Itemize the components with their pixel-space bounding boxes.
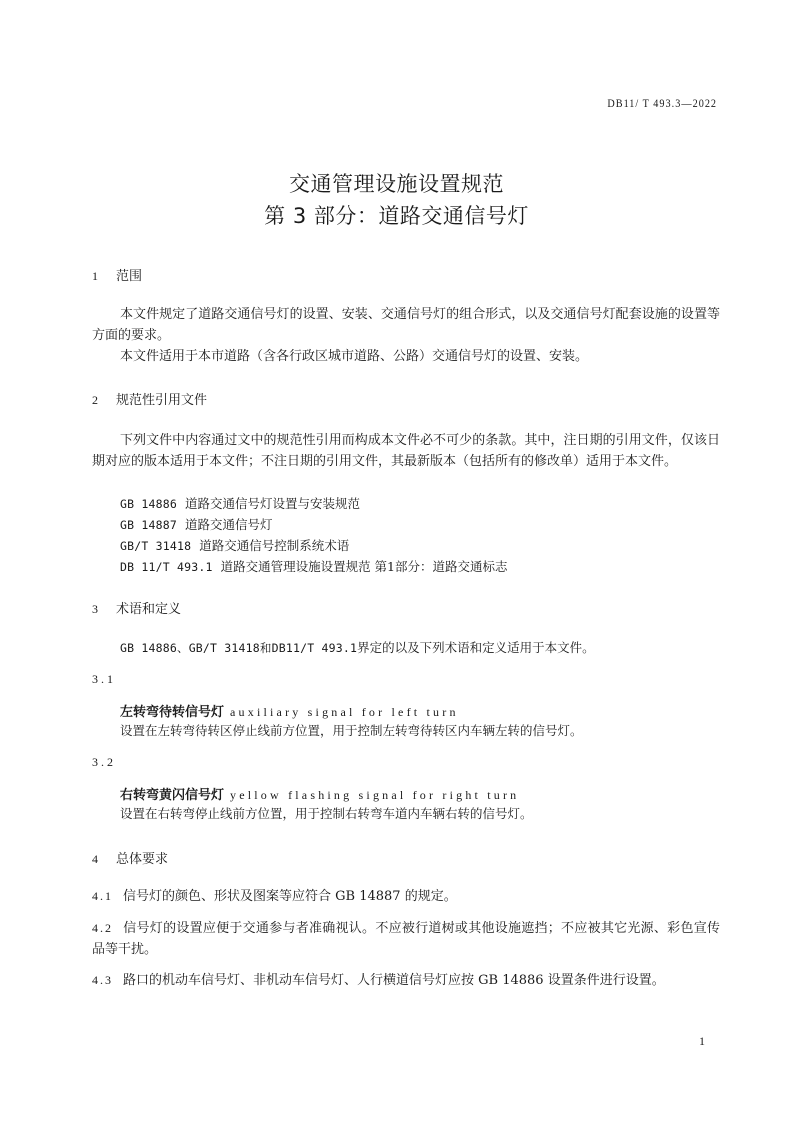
term-chinese: 右转弯黄闪信号灯 <box>120 788 225 803</box>
reference-code: GB 14886 <box>120 497 177 511</box>
section-title: 范围 <box>116 269 143 284</box>
section-title: 规范性引用文件 <box>116 393 208 408</box>
section-heading-terms <box>92 598 181 617</box>
section-heading-scope <box>92 265 142 284</box>
section-number: 3 <box>92 602 98 616</box>
requirement-item <box>92 970 720 991</box>
references-paragraph: 下列文件中内容通过文中的规范性引用而构成本文件必不可少的条款。其中，注日期的引用文件，仅该日期对应的版本适用于本文件；不注日期的引用文件，其最新版本（包括所有的修改单）适用于本文件。 <box>92 433 720 469</box>
reference-item <box>120 494 360 512</box>
document-title: 交通管理设施设置规范 <box>289 172 504 196</box>
section-number: 4 <box>92 852 98 866</box>
section-number: 1 <box>92 269 98 283</box>
term-number: 3.2 <box>92 755 116 769</box>
term-heading <box>120 784 519 803</box>
reference-title: 道路交通信号控制系统术语 <box>199 538 350 553</box>
term-definition: 设置在右转弯停止线前方位置，用于控制右转弯车道内车辆右转的信号灯。 <box>120 806 533 821</box>
reference-code: DB 11/T 493.1 <box>120 560 213 574</box>
requirement-number: 4.3 <box>92 973 113 987</box>
scope-paragraph-2: 本文件适用于本市道路（含各行政区城市道路、公路）交通信号灯的设置、安装。 <box>120 349 589 364</box>
requirement-text: 信号灯的设置应便于交通参与者准确视认。不应被行道树或其他设施遮挡；不应被其它光源、彩色宣传品等干扰。 <box>92 921 720 957</box>
reference-item <box>120 515 272 533</box>
term-definition: 设置在左转弯待转区停止线前方位置，用于控制左转弯待转区内车辆左转的信号灯。 <box>120 723 583 738</box>
reference-code: GB 14887 <box>120 518 177 532</box>
terms-intro-codes: GB 14886、GB/T 31418和DB11/T 493.1 <box>120 641 358 655</box>
requirement-number: 4.2 <box>92 921 113 935</box>
requirement-text: 信号灯的颜色、形状及图案等应符合 GB 14887 的规定。 <box>123 889 457 904</box>
reference-title: 道路交通管理设施设置规范 第1部分：道路交通标志 <box>220 559 508 574</box>
term-english: auxiliary signal for left turn <box>230 705 459 719</box>
section-heading-normative-references <box>92 389 207 408</box>
reference-code: GB/T 31418 <box>120 539 192 553</box>
reference-item <box>120 536 349 554</box>
terms-intro-text: 界定的以及下列术语和定义适用于本文件。 <box>357 640 595 655</box>
reference-item <box>120 557 508 575</box>
section-number: 2 <box>92 393 98 407</box>
requirement-number: 4.1 <box>92 889 113 903</box>
section-title: 总体要求 <box>116 852 169 867</box>
page-number: 1 <box>699 1034 705 1048</box>
reference-title: 道路交通信号灯 <box>184 517 273 532</box>
section-title: 术语和定义 <box>116 602 182 617</box>
document-code: DB11/ T 493.3—2022 <box>607 96 717 110</box>
terms-intro <box>120 638 595 656</box>
requirement-item <box>92 918 720 960</box>
document-subtitle: 第 3 部分：道路交通信号灯 <box>264 204 529 228</box>
term-chinese: 左转弯待转信号灯 <box>120 705 225 720</box>
requirement-item <box>92 886 720 907</box>
scope-paragraph-1: 本文件规定了道路交通信号灯的设置、安装、交通信号灯的组合形式，以及交通信号灯配套设施的设置等方面的要求。 <box>92 307 720 343</box>
requirement-text: 路口的机动车信号灯、非机动车信号灯、人行横道信号灯应按 GB 14886 设置条件进行设置。 <box>123 973 665 988</box>
term-heading <box>120 701 459 720</box>
term-english: yellow flashing signal for right turn <box>230 788 520 802</box>
reference-title: 道路交通信号灯设置与安装规范 <box>184 496 360 511</box>
term-number: 3.1 <box>92 672 116 686</box>
section-heading-general-requirements <box>92 848 168 867</box>
